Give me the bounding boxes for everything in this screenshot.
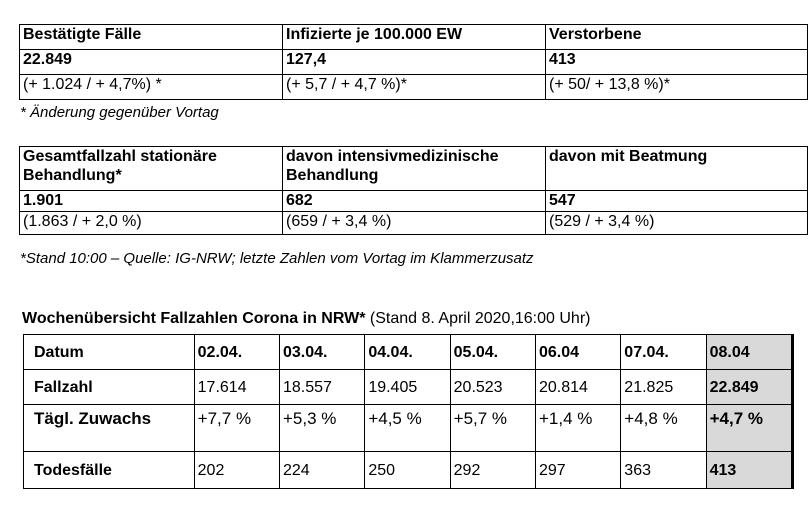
cases-cell: 19.405 bbox=[365, 370, 450, 405]
deaths-label: Verstorbene bbox=[546, 25, 808, 50]
weekly-title-bold: Wochenübersicht Fallzahlen Corona in NRW* bbox=[22, 310, 366, 327]
deaths-change: (+ 50/ + 13,8 %)* bbox=[546, 75, 808, 100]
cases-cell: 20.523 bbox=[450, 370, 535, 405]
growth-row-label: Tägl. Zuwachs bbox=[24, 405, 195, 452]
ventilation-label: davon mit Beatmung bbox=[546, 147, 808, 191]
cases-cell: 21.825 bbox=[621, 370, 706, 405]
cases-row-label: Fallzahl bbox=[24, 370, 195, 405]
confirmed-cases-label: Bestätigte Fälle bbox=[20, 25, 283, 50]
infected-per-100k-label: Infizierte je 100.000 EW bbox=[283, 25, 546, 50]
deaths-value: 413 bbox=[546, 50, 808, 75]
hospital-note: *Stand 10:00 – Quelle: IG-NRW; letzte Zahlen vom Vortag im Klammerzusatz bbox=[20, 250, 534, 267]
ventilation-value: 547 bbox=[546, 191, 808, 212]
deaths-cell-current: 413 bbox=[706, 452, 792, 489]
deaths-cell: 224 bbox=[279, 452, 364, 489]
hospital-total-value: 1.901 bbox=[20, 191, 283, 212]
weekly-date: 02.04. bbox=[194, 335, 279, 370]
deaths-cell: 297 bbox=[535, 452, 620, 489]
hospital-table bbox=[19, 146, 808, 235]
summary-note: * Änderung gegenüber Vortag bbox=[20, 104, 219, 121]
hospital-total-label: Gesamtfallzahl stationäre Behandlung* bbox=[20, 147, 283, 191]
ventilation-change: (529 / + 3,4 %) bbox=[546, 212, 808, 235]
deaths-row-label: Todesfälle bbox=[24, 452, 195, 489]
weekly-table bbox=[23, 334, 794, 489]
growth-cell: +1,4 % bbox=[535, 405, 620, 452]
weekly-header-label: Datum bbox=[24, 335, 195, 370]
cases-cell: 18.557 bbox=[279, 370, 364, 405]
confirmed-cases-value: 22.849 bbox=[20, 50, 283, 75]
icu-value: 682 bbox=[283, 191, 546, 212]
deaths-cell: 202 bbox=[194, 452, 279, 489]
icu-change: (659 / + 3,4 %) bbox=[283, 212, 546, 235]
growth-cell-current: +4,7 % bbox=[706, 405, 792, 452]
weekly-date: 07.04. bbox=[621, 335, 706, 370]
deaths-cell: 363 bbox=[621, 452, 706, 489]
weekly-date-current: 08.04 bbox=[706, 335, 792, 370]
weekly-date: 06.04 bbox=[535, 335, 620, 370]
hospital-total-change: (1.863 / + 2,0 %) bbox=[20, 212, 283, 235]
growth-cell: +7,7 % bbox=[194, 405, 279, 452]
cases-cell: 17.614 bbox=[194, 370, 279, 405]
summary-table bbox=[19, 24, 808, 100]
growth-cell: +5,7 % bbox=[450, 405, 535, 452]
weekly-title bbox=[22, 310, 590, 328]
growth-cell: +4,5 % bbox=[365, 405, 450, 452]
weekly-date: 04.04. bbox=[365, 335, 450, 370]
growth-cell: +5,3 % bbox=[279, 405, 364, 452]
cases-cell-current: 22.849 bbox=[706, 370, 792, 405]
deaths-cell: 292 bbox=[450, 452, 535, 489]
infected-per-100k-change: (+ 5,7 / + 4,7 %)* bbox=[283, 75, 546, 100]
icu-label: davon intensivmedizinische Behandlung bbox=[283, 147, 546, 191]
weekly-date: 05.04. bbox=[450, 335, 535, 370]
deaths-cell: 250 bbox=[365, 452, 450, 489]
weekly-title-stand: (Stand 8. April 2020,16:00 Uhr) bbox=[365, 310, 591, 327]
growth-cell: +4,8 % bbox=[621, 405, 706, 452]
cases-cell: 20.814 bbox=[535, 370, 620, 405]
confirmed-cases-change: (+ 1.024 / + 4,7%) * bbox=[20, 75, 283, 100]
infected-per-100k-value: 127,4 bbox=[283, 50, 546, 75]
weekly-date: 03.04. bbox=[279, 335, 364, 370]
